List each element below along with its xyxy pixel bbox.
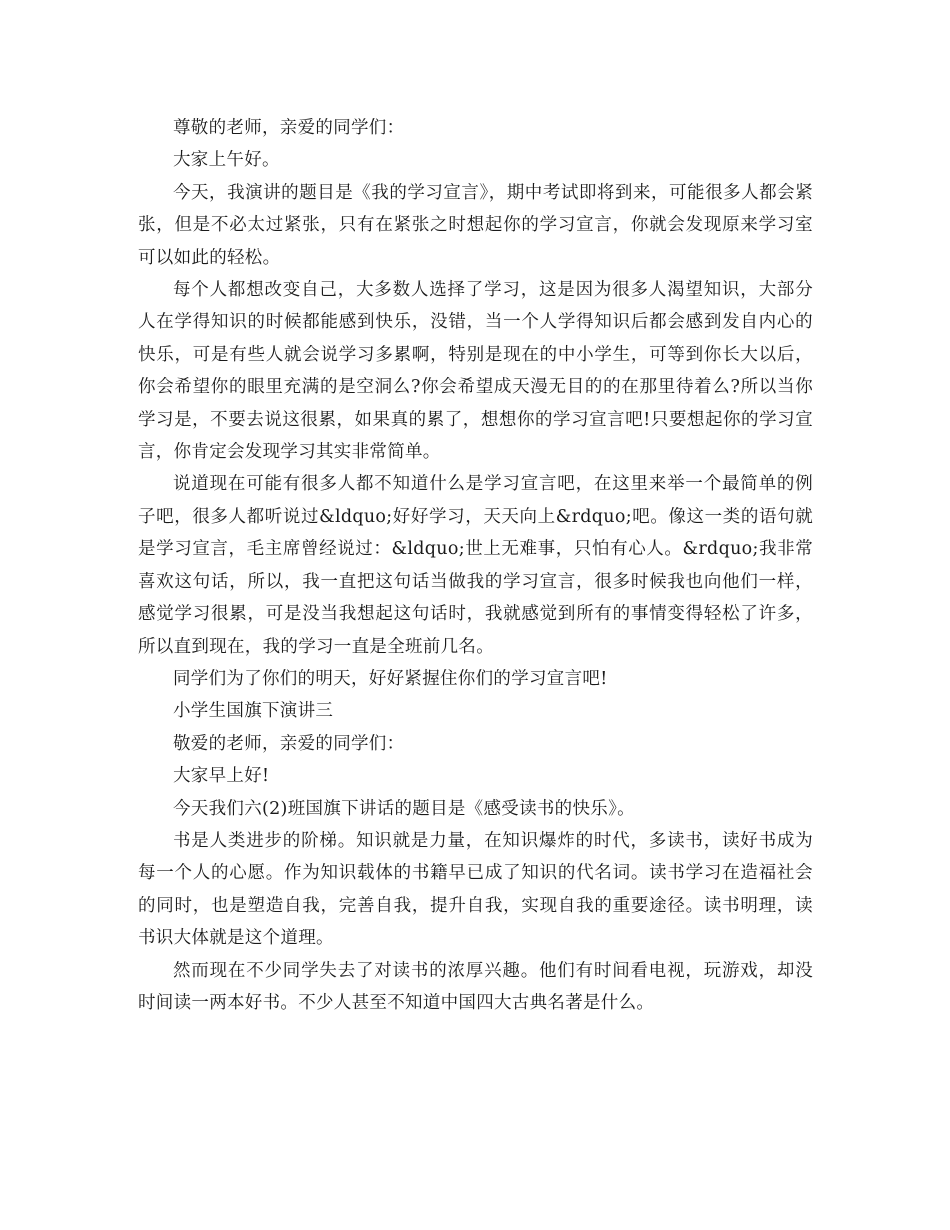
paragraph-greeting-2: 敬爱的老师，亲爱的同学们：	[173, 733, 405, 754]
paragraph-greeting: 尊敬的老师，亲爱的同学们：	[173, 118, 405, 138]
paragraph-hello: 大家上午好。	[173, 150, 280, 171]
paragraph-declaration: 说道现在可能有很多人都不知道什么是学习宣言吧，在这里来举一个最简单的例子吧，很多人都听说过&ldquo;好好学习，天天向上&rdquo;吧。像这一类的语句就是学习宣言，毛主席曾经说过：&ldquo;世上无难事，只怕有心人。&rdquo;我非常喜欢这句话，所以，我一直把这句话当做我的学习宣言，很多时候我也向他们一样，感觉学习很累，可是没当我想起这句话时，我就感觉到所有的事情变得轻松了许多，所以直到现在，我的学习一直是全班前几名。	[138, 474, 813, 657]
speech-text	[138, 112, 813, 1019]
paragraph-hello-2: 大家早上好!	[173, 766, 270, 787]
paragraph-interest: 然而现在不少同学失去了对读书的浓厚兴趣。他们有时间看电视，玩游戏，却没时间读一两本好书。不少人甚至不知道中国四大古典名著是什么。	[138, 960, 813, 1013]
paragraph-books: 书是人类进步的阶梯。知识就是力量，在知识爆炸的时代，多读书，读好书成为每一个人的心愿。作为知识载体的书籍早已成了知识的代名词。读书学习在造福社会的同时，也是塑造自我，完善自我，提升自我，实现自我的重要途径。读书明理，读书识大体就是这个道理。	[138, 830, 813, 949]
paragraph-change: 每个人都想改变自己，大多数人选择了学习，这是因为很多人渴望知识，大部分人在学得知识的时候都能感到快乐，没错，当一个人学得知识后都会感到发自内心的快乐，可是有些人就会说学习多累啊，特别是现在的中小学生，可等到你长大以后，你会希望你的眼里充满的是空洞么?你会希望成天漫无目的的在那里待着么?所以当你学习是，不要去说这很累，如果真的累了，想想你的学习宣言吧!只要想起你的学习宣言，你肯定会发现学习其实非常简单。	[138, 280, 813, 463]
section-heading: 小学生国旗下演讲三	[173, 701, 334, 722]
paragraph-topic: 今天，我演讲的题目是《我的学习宣言》，期中考试即将到来，可能很多人都会紧张，但是不必太过紧张，只有在紧张之时想起你的学习宣言，你就会发现原来学习室可以如此的轻松。	[138, 182, 813, 268]
paragraph-topic-2: 今天我们六(2)班国旗下讲话的题目是《感受读书的快乐》。	[173, 798, 635, 819]
paragraph-closing: 同学们为了你们的明天，好好紧握住你们的学习宣言吧!	[173, 668, 608, 689]
